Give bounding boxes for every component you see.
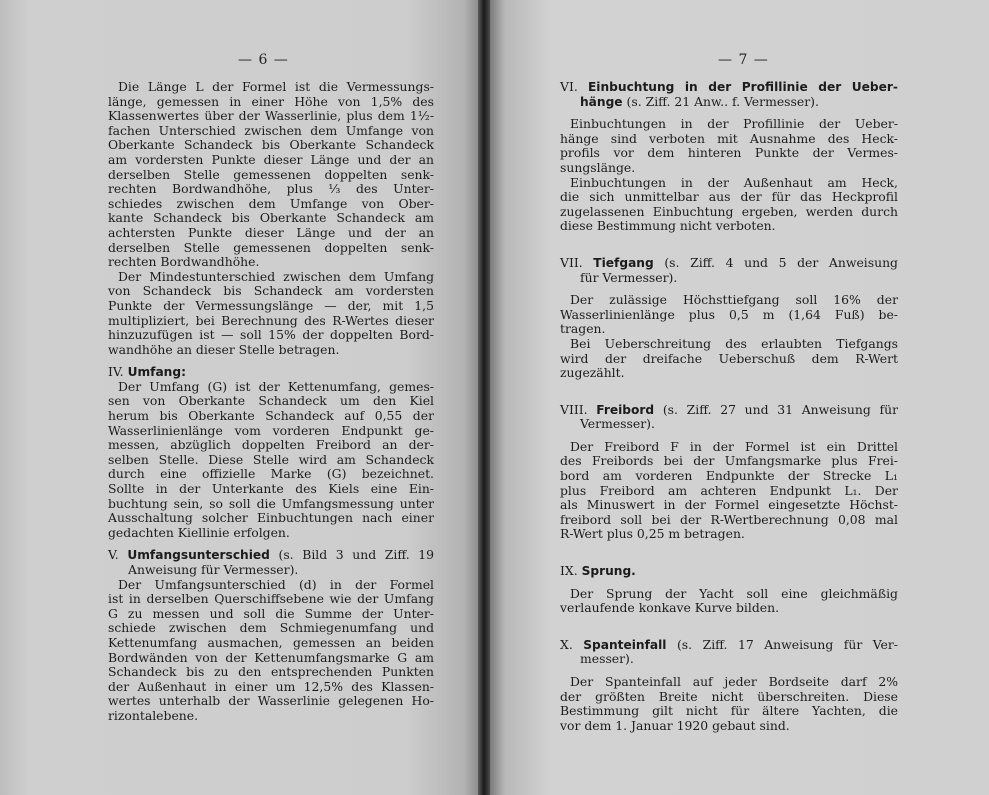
text-line: plus Freibord am achteren Endpunkt L₁. Der: [560, 482, 898, 498]
text-line: VI. Einbuchtung in der Profillinie der Ueber-: [560, 79, 898, 94]
text-line: hinzuzufügen ist — soll 15% der doppelten Bord-: [108, 327, 434, 343]
paragraph-gap: [560, 616, 898, 638]
text-line: Der Mindestunterschied zwischen dem Umfang: [118, 268, 434, 284]
text-line: gedachten Kiellinie erfolgen.: [108, 524, 290, 540]
text-line: bord am vorderen Endpunkte der Strecke L₁: [560, 468, 898, 484]
text-line: messer).: [580, 651, 634, 667]
text-line: IV. Umfang:: [108, 364, 186, 380]
book-gutter: [478, 0, 490, 795]
text-line: die sich unmittelbar aus der für das Heckprofil: [560, 189, 898, 205]
text-line: Wasserlinienlänge plus 0,5 m (1,64 Fuß) be-: [560, 306, 898, 322]
text-line: Schandeck bis zu den entsprechenden Punkten: [108, 664, 434, 680]
text-line: der Außenhaut in einer um 12,5% des Klassen-: [108, 678, 434, 694]
text-line: der größten Breite nicht überschreiten. Diese: [560, 688, 898, 704]
text-line: sen von Oberkante Schandeck um den Kiel: [108, 393, 434, 409]
text-line: Einbuchtungen in der Profillinie der Ueber-: [570, 116, 898, 132]
text-line: Der Umfangsunterschied (d) in der Formel: [118, 576, 434, 592]
text-line: wird der dreifache Ueberschuß dem R-Wert: [560, 350, 898, 366]
text-line: diese Bestimmung nicht verboten.: [560, 218, 776, 234]
text-line: zugezählt.: [560, 365, 625, 381]
text-line: schiede zwischen dem Schmiegenumfang und: [108, 620, 434, 636]
page-text: [560, 80, 898, 733]
text-line: Bestimmung gilt nicht für ältere Yachten, die: [560, 703, 898, 719]
text-line: Wasserlinienlänge vom vorderen Endpunkt ge-: [108, 422, 434, 438]
text-line: Punkte der Vermessungslänge — der, mit 1,5: [108, 297, 434, 313]
text-line: Ausschaltung solcher Einbuchtungen nach einer: [108, 510, 434, 526]
section-heading: Einbuchtung in der Profillinie der Ueber-: [587, 80, 898, 94]
text-line: von Schandeck bis Schandeck am vordersten: [108, 283, 434, 299]
text-line: messen, abzüglich doppelten Freibord an der-: [108, 437, 434, 453]
paragraph-gap: [560, 381, 898, 403]
text-line: Der Spanteinfall auf jeder Bordseite darf 2%: [570, 674, 898, 689]
text-line: Bei Ueberschreitung des erlaubten Tiefgangs: [570, 335, 898, 351]
text-line: Klassenwertes über der Wasserlinie, plus dem 1½-: [108, 108, 434, 124]
text-line: IX. Sprung.: [560, 563, 636, 579]
text-line: länge, gemessen in einer Höhe von 1,5% des: [108, 93, 434, 109]
text-line: rizontalebene.: [108, 707, 199, 723]
text-line: Anweisung für Vermesser).: [128, 562, 299, 577]
text-line: hänge sind verboten mit Ausnahme des Heck-: [560, 130, 898, 146]
text-line: schiedes zwischen dem Umfange von Ober-: [108, 195, 434, 211]
text-line: Der Freibord F in der Formel ist ein Drittel: [570, 438, 898, 454]
section-heading: Sprung.: [581, 564, 636, 579]
text-line: Kettenumfang ausmachen, gemessen an beiden: [108, 634, 434, 650]
text-line: R-Wert plus 0,25 m betragen.: [560, 526, 745, 542]
text-line: des Freibords bei der Umfangsmarke plus Frei-: [560, 453, 898, 469]
page-number: — 7 —: [718, 52, 769, 68]
section-heading: Tiefgang: [593, 255, 654, 270]
page-number: — 6 —: [238, 52, 289, 68]
paragraph-gap: [560, 234, 898, 256]
text-line: VIII. Freibord (s. Ziff. 27 und 31 Anweisung für: [560, 401, 898, 417]
section-heading: Umfang:: [127, 365, 186, 380]
page-text: [108, 80, 434, 724]
text-line: selben Stelle. Diese Stelle wird am Schandeck: [108, 451, 434, 467]
text-line: profils vor dem hinteren Punkte der Vermes-: [560, 145, 898, 161]
text-line: hänge (s. Ziff. 21 Anw.. f. Vermesser).: [580, 93, 819, 109]
text-line: VII. Tiefgang (s. Ziff. 4 und 5 der Anweisung: [560, 254, 898, 270]
text-line: Der zulässige Höchsttiefgang soll 16% der: [570, 292, 898, 308]
section-heading: Freibord: [596, 402, 655, 417]
text-line: rechten Bordwandhöhe.: [108, 254, 260, 270]
text-line: V. Umfangsunterschied (s. Bild 3 und Ziff. 19: [108, 547, 434, 563]
text-line: fachen Unterschied zwischen dem Umfange von: [108, 122, 434, 138]
text-line: tragen.: [560, 321, 606, 337]
text-line: Vermesser).: [580, 416, 655, 432]
paragraph-gap: [560, 542, 898, 564]
text-line: Sollte in der Unterkante des Kiels eine Ein-: [108, 481, 434, 497]
text-line: kante Schandeck bis Oberkante Schandeck am: [108, 210, 434, 226]
text-line: Der Sprung der Yacht soll eine gleichmäßig: [570, 585, 898, 601]
text-line: derselben Stelle gemessenen doppelten senk-: [108, 239, 434, 255]
text-line: am vordersten Punkte dieser Länge und der an: [108, 151, 434, 167]
text-line: rechten Bordwandhöhe, plus ⅓ des Unter-: [108, 181, 434, 197]
text-line: multipliziert, bei Berechnung des R-Wertes dieser: [108, 312, 434, 328]
text-line: Einbuchtungen in der Außenhaut am Heck,: [570, 174, 898, 190]
text-line: G zu messen und soll die Summe der Unter-: [108, 605, 434, 621]
text-line: wandhöhe an dieser Stelle betragen.: [108, 341, 340, 357]
text-line: vor dem 1. Januar 1920 gebaut sind.: [560, 717, 790, 733]
text-line: sungslänge.: [560, 159, 636, 175]
text-line: achtersten Punkte dieser Länge und der an: [108, 224, 434, 240]
text-line: für Vermesser).: [580, 269, 678, 285]
section-heading: hänge: [580, 94, 623, 109]
left-page: [0, 0, 478, 795]
text-line: verlaufende konkave Kurve bilden.: [560, 600, 780, 616]
right-page: [490, 0, 989, 795]
text-line: buchtung sein, so soll die Umfangsmessung unter: [108, 495, 434, 511]
text-line: durch eine offizielle Marke (G) bezeichnet.: [108, 466, 434, 482]
text-line: zugelassenen Einbuchtung ergeben, werden durch: [560, 203, 898, 219]
text-line: Oberkante Schandeck bis Oberkante Schandeck: [108, 137, 434, 153]
text-line: freibord soll bei der R-Wertberechnung 0,08 mal: [560, 511, 898, 527]
text-line: Bordwänden von der Kettenumfangsmarke G am: [108, 649, 434, 665]
text-line: derselben Stelle gemessenen doppelten senk-: [108, 166, 434, 182]
text-line: Die Länge L der Formel ist die Vermessungs-: [118, 79, 434, 94]
text-line: X. Spanteinfall (s. Ziff. 17 Anweisung für Ver-: [560, 636, 898, 652]
text-line: herum bis Oberkante Schandeck auf 0,55 der: [108, 408, 434, 424]
section-heading: Spanteinfall: [583, 637, 667, 652]
text-line: als Minuswert in der Formel eingesetzte Höchst-: [560, 497, 898, 513]
text-line: wertes unterhalb der Wasserlinie gelegenen Ho-: [108, 693, 434, 709]
section-heading: Umfangsunterschied: [127, 548, 270, 563]
text-line: ist in derselben Querschiffsebene wie der Umfang: [108, 591, 434, 607]
text-line: Der Umfang (G) ist der Kettenumfang, gemes-: [118, 378, 434, 394]
